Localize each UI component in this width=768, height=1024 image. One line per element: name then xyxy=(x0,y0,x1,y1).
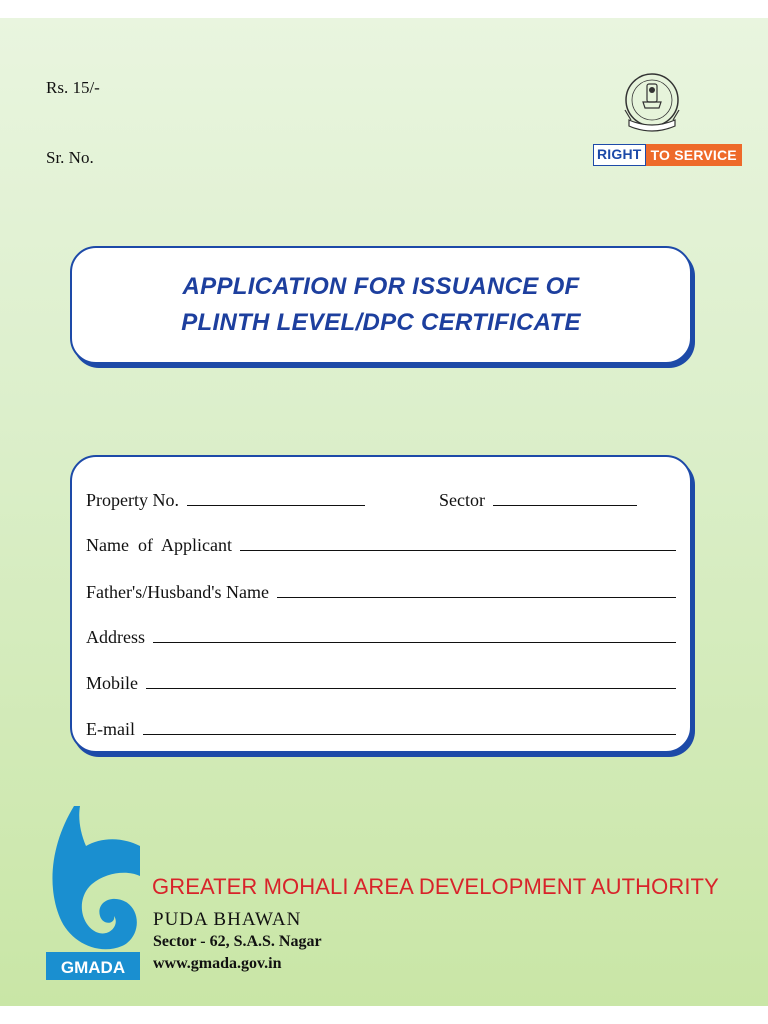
state-emblem-icon xyxy=(621,70,683,138)
badge-service-text: TO SERVICE xyxy=(646,144,742,166)
property-no-label: Property No. xyxy=(86,490,179,510)
logo-text: GMADA xyxy=(60,958,126,977)
email-row xyxy=(86,714,676,740)
applicant-name-field[interactable] xyxy=(240,546,676,551)
father-husband-field[interactable] xyxy=(277,593,676,598)
title-line-2: PLINTH LEVEL/DPC CERTIFICATE xyxy=(181,309,581,336)
badge-right-text: RIGHT xyxy=(593,144,646,166)
sector-label: Sector xyxy=(439,490,485,510)
address-field[interactable] xyxy=(153,638,676,643)
father-husband-label: Father's/Husband's Name xyxy=(86,582,269,602)
sector-field[interactable] xyxy=(493,501,637,506)
mobile-row xyxy=(86,668,676,694)
applicant-details-box xyxy=(70,455,692,753)
email-field[interactable] xyxy=(143,730,676,735)
applicant-name-row xyxy=(86,530,676,556)
fee-text: Rs. 15/- xyxy=(46,78,100,97)
email-label: E-mail xyxy=(86,719,135,739)
father-husband-row xyxy=(86,577,676,603)
right-to-service-badge xyxy=(593,144,742,166)
gmada-logo-icon xyxy=(46,806,140,980)
property-no-field[interactable] xyxy=(187,501,365,506)
website-link[interactable]: www.gmada.gov.in xyxy=(153,955,282,972)
applicant-name-label: Name of Applicant xyxy=(86,535,232,555)
title-box xyxy=(70,246,692,364)
title-line-1: APPLICATION FOR ISSUANCE OF xyxy=(182,273,580,300)
address-label: Address xyxy=(86,627,145,647)
address-row xyxy=(86,622,676,648)
serial-number-label: Sr. No. xyxy=(46,148,94,167)
property-sector-row xyxy=(86,485,676,511)
building-name: PUDA BHAWAN xyxy=(153,909,302,930)
form-cover-page xyxy=(0,18,768,1006)
mobile-label: Mobile xyxy=(86,673,138,693)
office-address: Sector - 62, S.A.S. Nagar xyxy=(153,933,322,950)
mobile-field[interactable] xyxy=(146,684,676,689)
organization-name: GREATER MOHALI AREA DEVELOPMENT AUTHORITY xyxy=(152,874,719,899)
